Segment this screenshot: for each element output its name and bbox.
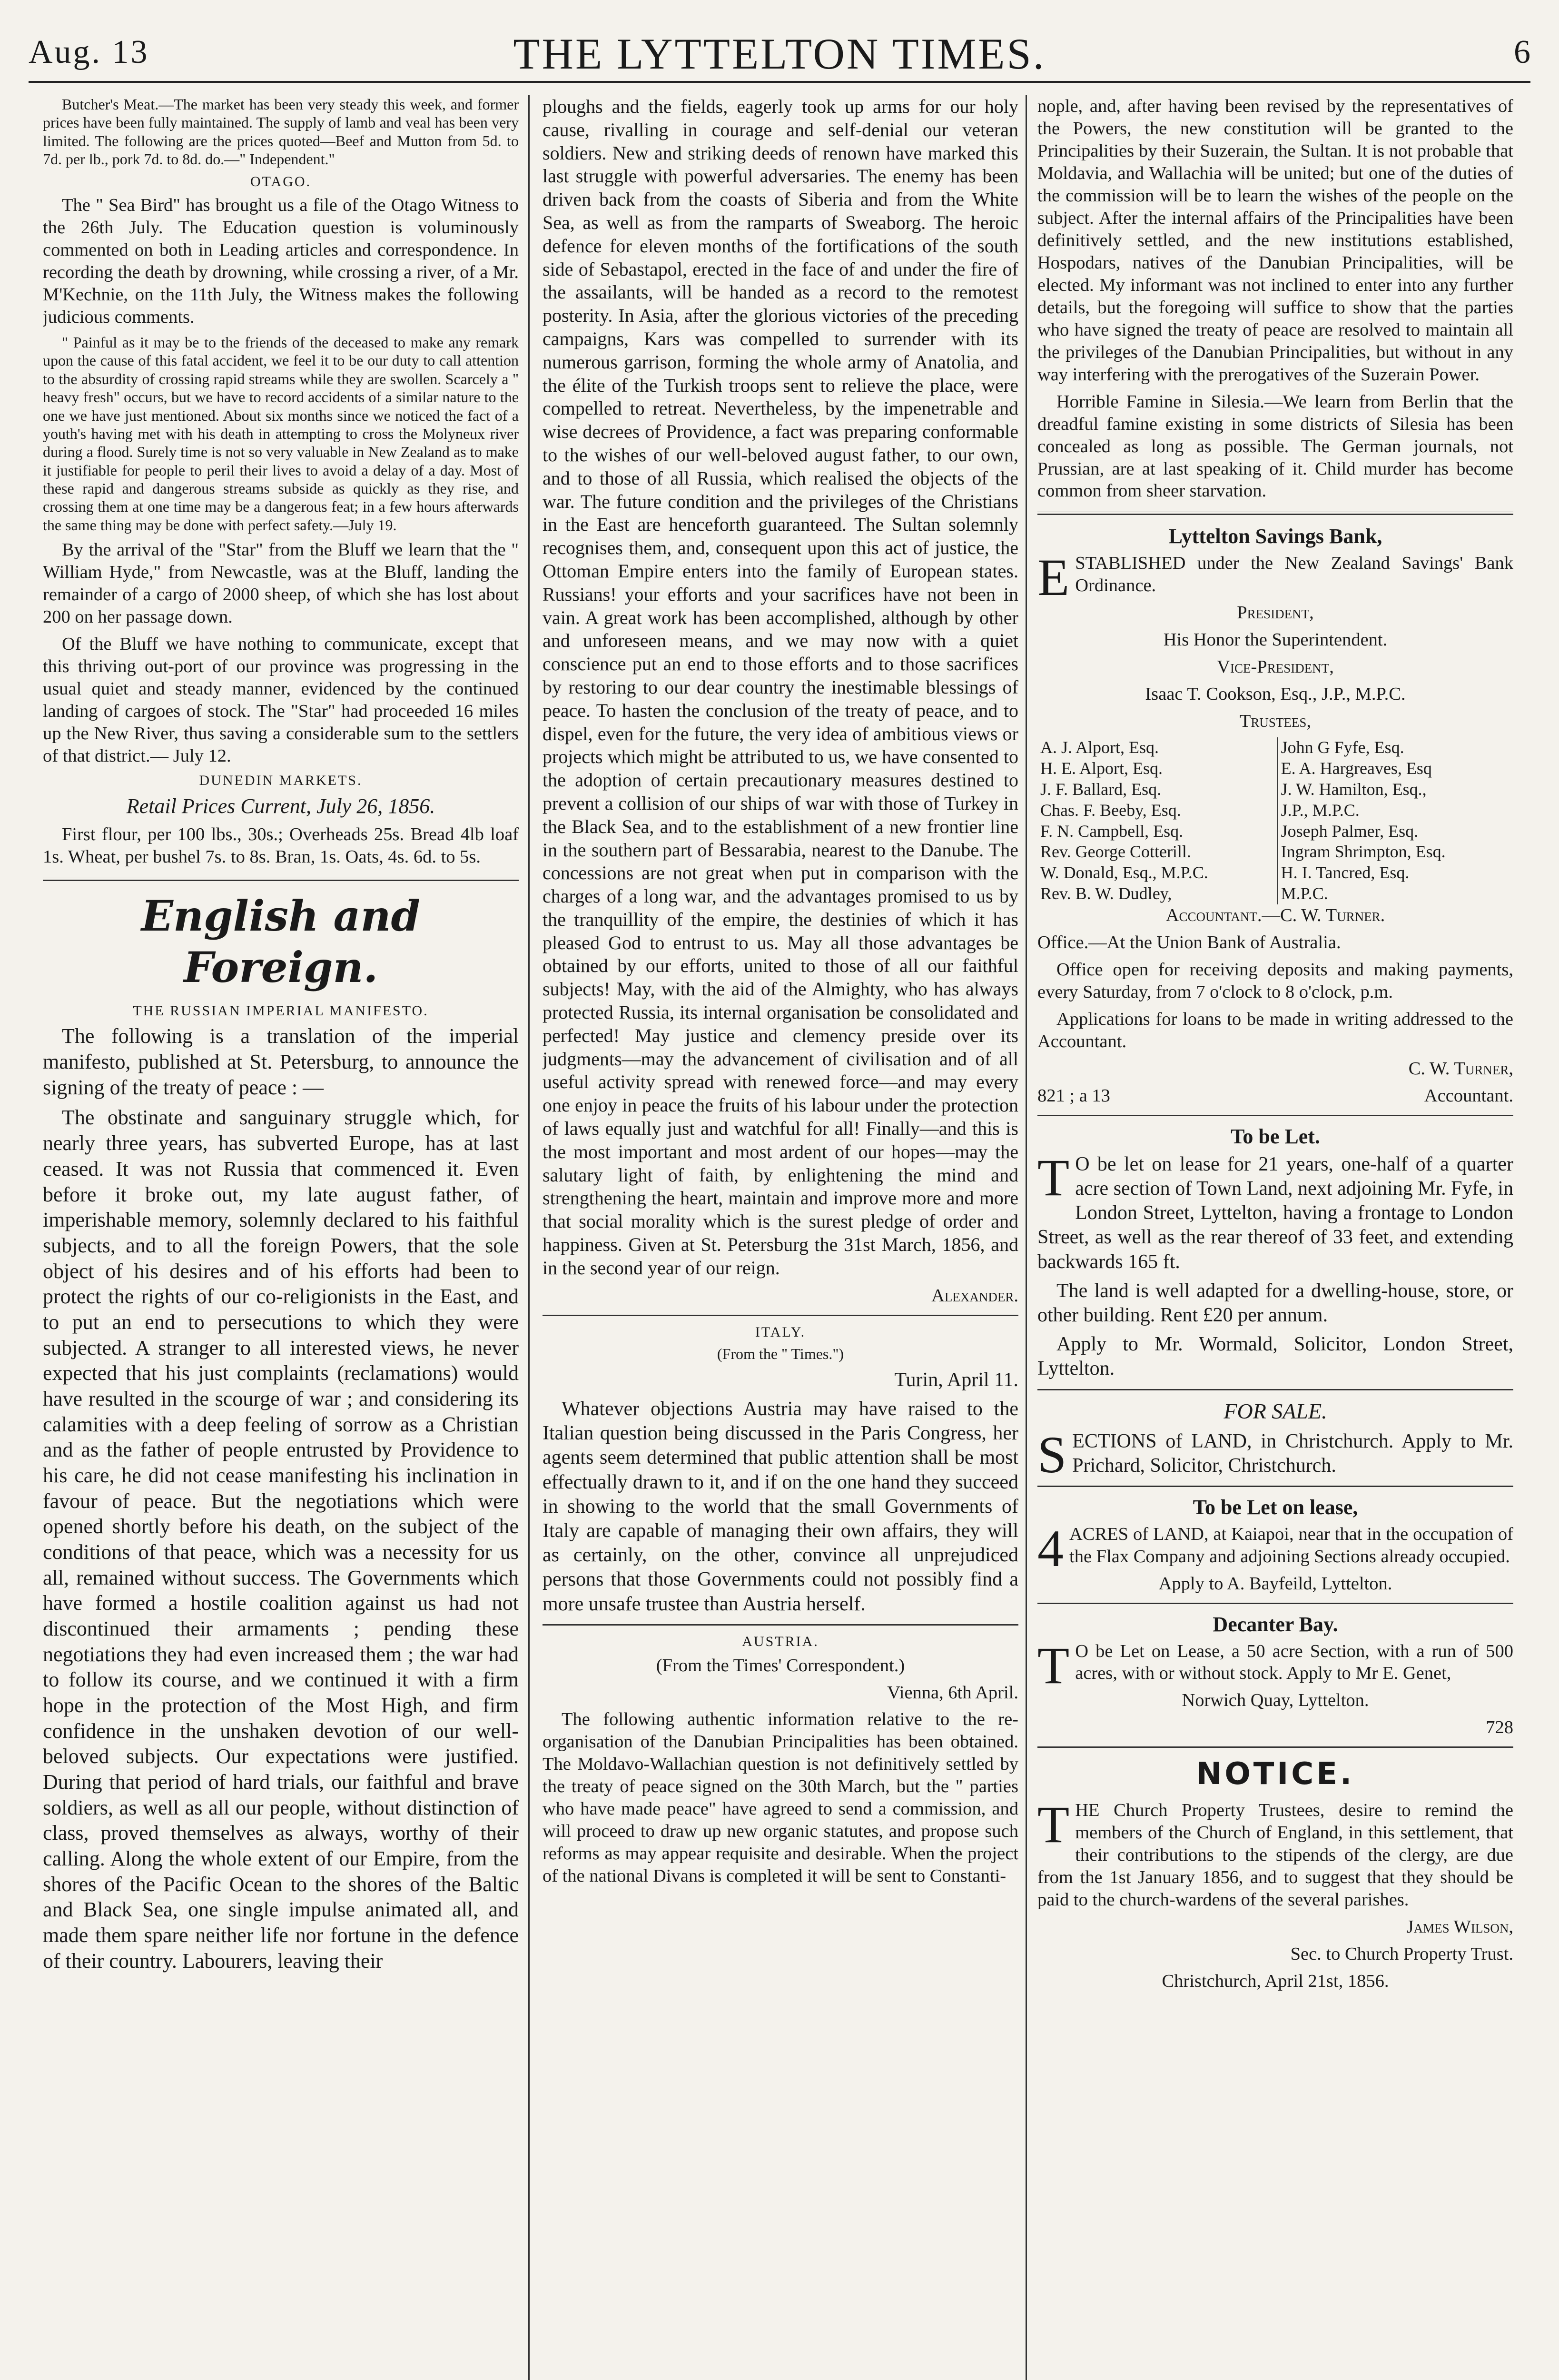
section-rule: [1037, 511, 1513, 515]
to-let-details: The land is well adapted for a dwelling-house, store, or other building. Rent £20 per annum.: [1037, 1279, 1513, 1326]
otago-quote: " Painful as it may be to the friends of the deceased to make any remark upon the cause of this fatal accident, we feel it to be our duty to call attention to the absurdity of crossing rapid streams while they are swollen. Scarcely a " heavy fresh" occurs, but we have to record accidents of a similar nature to the one we have just mentioned. About six months since we noticed the fact of a youth's having met with his death in attempting to cross the Molyneux river during a flood. Surely time is not so very valuable in New Zealand as to make it justifiable for people to peril their lives to avoid a delay of a day. Most of these rapid and dangerous streams subside as quickly as they rise, and crossing them at one time may be a dangerous feat; in a few hours afterwards the same thing may be done with perfect safety.—July 19.: [43, 333, 519, 534]
president: His Honor the Superintendent.: [1163, 630, 1388, 650]
bank-footer: 821 ; a 13 Accountant.: [1037, 1085, 1513, 1106]
rule: [1037, 1389, 1513, 1390]
accountant: Accountant.—C. W. Turner.: [1165, 905, 1385, 926]
trustees-label: Trustees,: [1239, 711, 1312, 731]
austria-paragraph: The following authentic information relative to the re-organisation of the Danubian Principalities has been obtained. The Moldavo-Wallachian question is not definitively settled by the treaty of peace signed on the 30th March, but the " parties who have made peace" have agreed to send a commission, and will proceed to draw up new organic statutes, and propose such reforms as may appear requisite and desirable. When the project of the national Divans is completed it will be sent to Constanti-: [543, 1709, 1018, 1886]
drop-cap: E: [1037, 548, 1070, 607]
notice-heading: NOTICE.: [1196, 1756, 1355, 1792]
butchers-meat-paragraph: Butcher's Meat.—The market has been very steady this week, and former prices have been fully maintained. The supply of lamb and veal has been very limited. The following are the prices quoted—Beef and Mutton from 5d. to 7d. per lb., pork 7d. to 8d. do.—" Independent.": [43, 96, 519, 168]
lease-apply: Apply to A. Bayfeild, Lyttelton.: [1158, 1573, 1392, 1594]
table-row: A. J. Alport, Esq. John G Fyfe, Esq.: [1037, 737, 1513, 758]
president-label: President,: [1237, 603, 1314, 623]
table-row: Rev. George Cotterill. Ingram Shrimpton, Esq.: [1037, 842, 1513, 863]
table-row: J. F. Ballard, Esq. J. W. Hamilton, Esq.,: [1037, 779, 1513, 800]
article-paragraph: The following is a translation of the imperial manifesto, published at St. Petersburg, to announce the signing of the treaty of peace : —: [43, 1024, 519, 1099]
table-row: H. E. Alport, Esq. E. A. Hargreaves, Esq: [1037, 758, 1513, 779]
table-row: Chas. F. Beeby, Esq. J.P., M.P.C.: [1037, 800, 1513, 821]
to-let-body: T O be let on lease for 21 years, one-half of a quarter acre section of Town Land, next adjoining Mr. Fyfe, in London Street, Lyttelton, having a frontage to London Street, as well as the rear thereof of 33 feet, and extending backwards 165 ft.: [1037, 1148, 1513, 1273]
markets-prices: First flour, per 100 lbs., 30s.; Overheads 25s. Bread 4lb loaf 1s. Wheat, per bushel 7s. to 8s. Bran, 1s. Oats, 4s. 6d. to 5s.: [43, 824, 519, 867]
column-3: [1037, 95, 1513, 2380]
article-paragraph: ploughs and the fields, eagerly took up arms for our holy cause, rivalling in courage and self-denial our veteran soldiers. New and striking deeds of renown have marked this last struggle with powerful adversaries. The enemy has been driven back from the coasts of Siberia and from the White Sea, as well as from the ramparts of Sweaborg. The heroic defence for eleven months of the fortifications of the south side of Sebastapol, erected in the face of and under the fire of the assailants, will be handed as a record to the remotest posterity. In Asia, after the glorious victories of the preceding campaigns, Kars was compelled to surrender with its numerous garrison, forming the whole army of Anatolia, and the élite of the Turkish troops sent to relieve the place, were compelled to retreat. Nevertheless, by the impenetrable and wise decrees of Providence, a fact was preparing conformable to the wishes of our well-beloved august father, to our own, and to those of all Russia, which realised the objects of the war. The future condition and the privileges of the Christians in the East are henceforth guaranteed. The Sultan solemnly recognises them, and, consequent upon this act of justice, the Ottoman Empire enters into the family of European states. Russians! your efforts and your sacrifices have not been in vain. A great work has been accomplished, although by other and unforeseen means, and we may now with a quiet conscience put an end to those efforts and to those sacrifices by restoring to our dear country the inestimable blessings of peace. To hasten the conclusion of the treaty of peace, and to dispel, even for the future, the very idea of ambitious views or projects which might be attributed to us, we have consented to the adoption of certain precautionary measures destined to prevent a collision of our ships of war with those of Turkey in the Black Sea, and to the establishment of a new frontier line in the southern part of Bessarabia, nearest to the Danube. The concessions are not great when put in comparison with the charges of a long war, and the advantages promised to us by the tranquillity of the empire, the destinies of which it has pleased God to entrust to us. May all those advantages be obtained by our efforts, united to those of all our faithful subjects! May, with the aid of the Almighty, who has always protected Russia, its internal organisation be consolidated and perfected! May justice and clemency preside over its judgments—may the advancement of civilisation and of all useful activity spread with renewed force—and may every one enjoy in peace the fruits of his labour under the protection of laws equally just and watchful for all! Finally—and this is the most important and most ardent of our hopes—may the salutary light of faith, by enlightening the mind and strengthening the heart, maintain and improve more and more that social morality which is the surest pledge of order and happiness. Given at St. Petersburg the 31st March, 1856, and in the second year of our reign.: [543, 96, 1018, 1279]
column-2: [543, 95, 1018, 2380]
notice-body: THE Church Property Trustees, desire to remind the members of the Church of England, in this settlement, that their contributions to the stipends of the clergy, are due from the 1st January 1856, and to suggest that they should be paid to the church-wardens of the several parishes.: [1037, 1795, 1513, 1910]
table-row: W. Donald, Esq., M.P.C. H. I. Tancred, Esq.: [1037, 863, 1513, 883]
notice-signature: James Wilson,: [1406, 1917, 1513, 1937]
markets-heading: DUNEDIN MARKETS.: [199, 772, 363, 788]
to-let-heading: To be Let.: [1231, 1124, 1320, 1148]
loans: Applications for loans to be made in writing addressed to the Accountant.: [1037, 1009, 1513, 1051]
otago-heading: OTAGO.: [250, 173, 312, 189]
decanter-bay-ref: 728: [1486, 1717, 1513, 1738]
lease-body: 4 ACRES of LAND, at Kaiapoi, near that in the occupation of the Flax Company and adjoining Sections already occupied.: [1037, 1519, 1513, 1577]
rule: [1037, 1603, 1513, 1604]
section-rule: [43, 877, 519, 881]
savings-bank-established: ESTABLISHED under the New Zealand Savings' Bank Ordinance.: [1037, 548, 1513, 607]
austria-dateline: Vienna, 6th April.: [887, 1682, 1018, 1703]
vice-president-label: Vice-President,: [1217, 656, 1334, 677]
austria-paragraph-cont: nople, and, after having been revised by the representatives of the Powers, the new constitution will be granted to the Principalities by their Suzerain, the Sultan. It is not probable that Moldavia, and Wallachia will be united; but one of the duties of the commission will be to learn the wishes of the people on the subject. After the internal affairs of the Principalities have been definitively settled, and the new institutions established, Hospodars, natives of the Danubian Principalities, will be elected. My informant was not inclined to enter into any further details, but the foregoing will suffice to show that the parties who have signed the treaty of peace are resolved to maintain all the privileges of the Danubian Principalities, but without in any way interfering with the prerogatives of the Suzerain Power.: [1037, 96, 1513, 385]
for-sale-heading: FOR SALE.: [1224, 1398, 1327, 1423]
article-paragraph: The obstinate and sanguinary struggle which, for nearly three years, has subverted Europe, has at last ceased. It was not Russia that commenced it. Even before it broke out, my late august father, of imperishable memory, solemnly declared to his faithful subjects, and to all the foreign Powers, that the sole object of his desires and of his efforts had been to protect the rights of our co-religionists in the East, and to put an end to persecutions to which they were subjected. A stranger to all interested views, he never expected that his just complaints (reclamations) would have resulted in the scourge of war ; and considering its calamities with a deep feeling of sorrow as a Christian and as the father of people entrusted by Providence to his care, he did not cease manifesting his inclination in favour of peace. But the negotiations which were opened shortly before his death, on the subject of the conditions of that peace, which was a necessity for us all, remained without success. The Governments which have formed a hostile coalition against us had not discontinued their armaments ; pending these negotiations they had even increased them ; the war had to follow its course, and we continued it with a firm hope in the protection of the Most High, and firm confidence in the unshaken devotion of our well-beloved subjects. Our expectations were justified. During that period of hard trials, our faithful and brave soldiers, as well as all our people, without distinction of class, proved themselves as always, worthy of their calling. Along the whole extent of our Empire, from the shores of the Pacific Ocean to the shores of the Baltic and Black Sea, one single impulse animated all, and made them spare neither life nor fortune in the defence of their country. Labourers, leaving their: [43, 1106, 519, 1973]
page-number: 6: [1514, 34, 1530, 70]
famine-paragraph: Horrible Famine in Silesia.—We learn from Berlin that the dreadful famine existing in some districts of Silesia has been concealed as long as possible. The German journals, not Prussian, are at last speaking of it. Child murder has become common from sheer starvation.: [1037, 391, 1513, 501]
otago-paragraph: The " Sea Bird" has brought us a file of the Otago Witness to the 26th July. The Education question is voluminously commented on both in Leading articles and correspondence. In recording the death by drowning, while crossing a river, of a Mr. M'Kechnie, on the 11th July, the Witness makes the following judicious comments.: [43, 195, 519, 327]
decanter-bay-body: T O be Let on Lease, a 50 acre Section, with a run of 500 acres, with or without stock. Apply to Mr E. Genet,: [1037, 1636, 1513, 1695]
column-1: [43, 95, 519, 2380]
bluff-paragraph: By the arrival of the "Star" from the Bluff we learn that the " William Hyde," from Newcastle, was at the Bluff, landing the remainder of a cargo of 2000 sheep, of which she has lost about 200 on her passage down.: [43, 540, 519, 627]
column-divider: [1026, 95, 1027, 2380]
to-let-apply: Apply to Mr. Wormald, Solicitor, London Street, Lyttelton.: [1037, 1333, 1513, 1380]
italy-paragraph: Whatever objections Austria may have raised to the Italian question being discussed in the Paris Congress, her agents seem determined that public attention shall be most effectually drawn to it, and if on the one hand they succeed in showing to the world that the small Governments of Italy are capable of managing their own affairs, they will as certainly, on the other, convince all unprejudiced persons that those Governments could not possibly find a more unsafe trustee than Austria herself.: [543, 1398, 1018, 1615]
austria-heading: AUSTRIA.: [742, 1633, 819, 1649]
article-heading: THE RUSSIAN IMPERIAL MANIFESTO.: [133, 1002, 429, 1019]
decanter-bay-address: Norwich Quay, Lyttelton.: [1182, 1690, 1369, 1711]
italy-heading: ITALY.: [755, 1324, 806, 1340]
table-row: F. N. Campbell, Esq. Joseph Palmer, Esq.: [1037, 821, 1513, 842]
vice-president: Isaac T. Cookson, Esq., J.P., M.P.C.: [1145, 684, 1406, 704]
office-hours: Office open for receiving deposits and making payments, every Saturday, from 7 o'clock to 8 o'clock, p.m.: [1037, 960, 1513, 1002]
signature: Alexander.: [931, 1285, 1018, 1306]
trustees-table: [1037, 737, 1513, 904]
italy-dateline: Turin, April 11.: [894, 1368, 1018, 1391]
lease-heading: To be Let on lease,: [1193, 1496, 1358, 1519]
newspaper-title: THE LYTTELTON TIMES.: [513, 30, 1046, 78]
italy-source: (From the " Times."): [717, 1345, 844, 1363]
section-heading: English and Foreign.: [141, 891, 421, 992]
bluff-paragraph-2: Of the Bluff we have nothing to communicate, except that this thriving out-port of our province was progressing in the usual quiet and steady manner, evidenced by the continued landing of cargoes of stock. The "Star" had proceeded 16 miles up the New River, thus saving a considerable sum to the settlers of that district.— July 12.: [43, 634, 519, 766]
table-row: Rev. B. W. Dudley, M.P.C.: [1037, 883, 1513, 904]
notice-date: Christchurch, April 21st, 1856.: [1162, 1971, 1389, 1992]
notice-signature-title: Sec. to Church Property Trust.: [1290, 1944, 1513, 1964]
issue-date: Aug. 13: [29, 34, 149, 70]
bank-signature: C. W. Turner,: [1408, 1058, 1513, 1079]
masthead: [29, 29, 1530, 83]
rule: [1037, 1486, 1513, 1487]
column-divider: [528, 95, 530, 2380]
for-sale-body: SECTIONS of LAND, in Christchurch. Apply to Mr. Prichard, Solicitor, Christchurch.: [1037, 1425, 1513, 1484]
savings-bank-heading: Lyttelton Savings Bank,: [1168, 525, 1382, 548]
markets-subheading: Retail Prices Current, July 26, 1856.: [126, 794, 435, 818]
decanter-bay-heading: Decanter Bay.: [1213, 1612, 1338, 1636]
rule: [543, 1624, 1018, 1626]
office: Office.—At the Union Bank of Australia.: [1037, 932, 1341, 953]
rule: [1037, 1115, 1513, 1116]
rule: [1037, 1746, 1513, 1748]
austria-source: (From the Times' Correspondent.): [656, 1655, 905, 1676]
rule: [543, 1315, 1018, 1316]
